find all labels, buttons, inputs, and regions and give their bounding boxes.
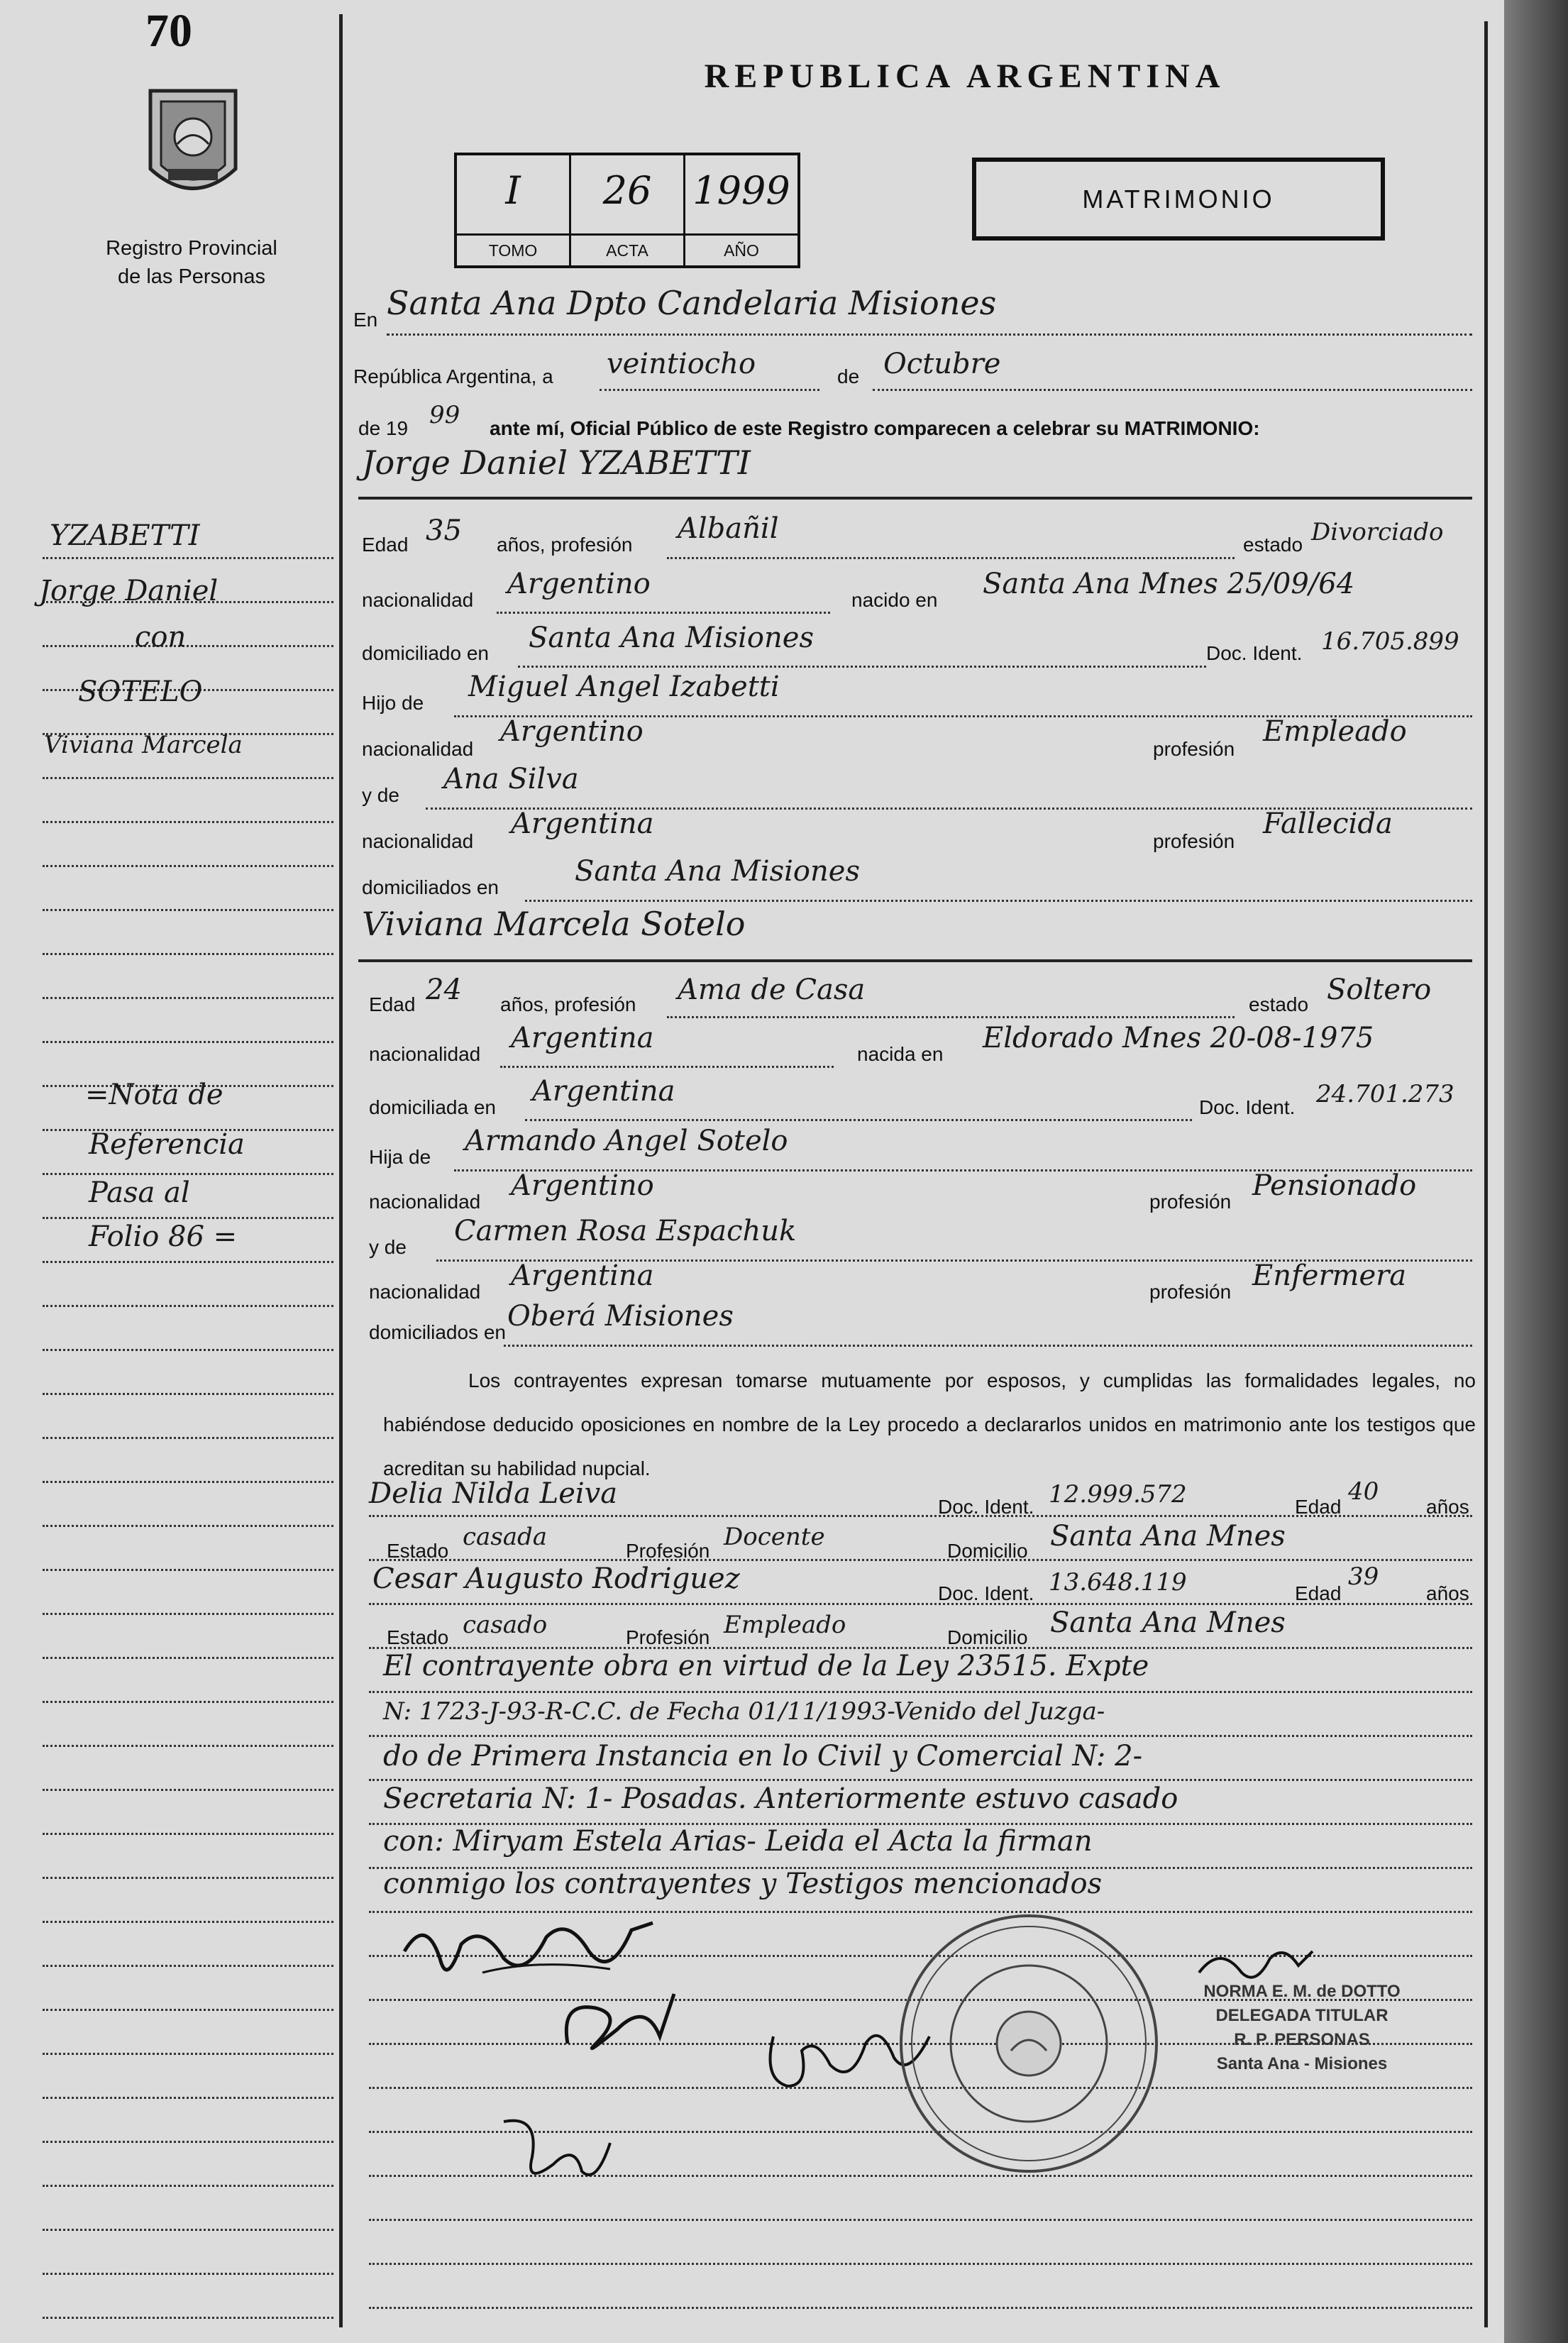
label-bride-father-prof: profesión: [1149, 1191, 1232, 1213]
witness-1-age: 40: [1348, 1477, 1379, 1506]
anio-value: 1999: [692, 168, 790, 213]
witness-2-status: casado: [463, 1611, 548, 1639]
margin-rule-line: [43, 1173, 333, 1175]
margin-rule-line: [43, 1965, 333, 1967]
bride-age: 24: [426, 974, 462, 1006]
label-de: de: [837, 365, 860, 387]
margin-ref-4: Folio 86 =: [89, 1220, 238, 1253]
margin-rule-line: [43, 2273, 333, 2275]
second-witness-signature: [497, 2100, 624, 2193]
label-y-de: y de: [362, 784, 399, 806]
body-rule-line: [369, 2263, 1472, 2265]
label-bride-nacionalidad: nacionalidad: [369, 1043, 481, 1065]
margin-ref-2: Referencia: [89, 1128, 245, 1161]
label-bride-estado: estado: [1249, 993, 1309, 1015]
body-rule-line: [369, 1691, 1472, 1693]
groom-profession: Albañil: [678, 512, 779, 545]
groom-status: Divorciado: [1311, 518, 1444, 546]
label-bride-doc: Doc. Ident.: [1199, 1096, 1296, 1118]
month-value: Octubre: [883, 348, 1001, 380]
label-groom-parents-dom: domiciliados en: [362, 876, 499, 898]
witness-2-profession: Empleado: [724, 1611, 846, 1639]
margin-rule-line: [43, 2009, 333, 2011]
body-rule-line: [369, 2307, 1472, 2309]
margin-rule-line: [43, 865, 333, 867]
witness-1-status: casada: [463, 1523, 548, 1551]
note-line-1: El contrayente obra en virtud de la Ley 23515. Expte: [383, 1650, 1149, 1682]
line-place: [387, 333, 1472, 336]
margin-rule-line: [43, 1217, 333, 1219]
margin-rule-line: [43, 821, 333, 823]
groom-father-profession: Empleado: [1263, 715, 1407, 748]
groom-age: 35: [426, 514, 462, 547]
label-de-19: de 19: [358, 417, 409, 439]
witness-1-domicile: Santa Ana Mnes: [1050, 1520, 1286, 1553]
label-w1-estado: Estado: [387, 1540, 449, 1562]
margin-rule-line: [43, 2053, 333, 2055]
margin-rule-line: [43, 2317, 333, 2319]
margin-rule-line: [43, 1569, 333, 1571]
anio-label: AÑO: [685, 233, 797, 265]
acta-label: ACTA: [571, 233, 683, 265]
margin-rule-line: [43, 909, 333, 911]
margin-rule-line: [43, 2141, 333, 2143]
label-mother-nac: nacionalidad: [362, 830, 474, 852]
margin-name-3: con: [135, 621, 187, 654]
label-bride-father-nac: nacionalidad: [369, 1191, 481, 1213]
line-bride-parents-dom: [504, 1345, 1472, 1347]
label-bride-y-de: y de: [369, 1236, 407, 1258]
groom-parents-domicile: Santa Ana Misiones: [575, 855, 860, 888]
label-bride-profesion: años, profesión: [500, 993, 636, 1015]
margin-rule-line: [43, 1525, 333, 1527]
record-type-box: MATRIMONIO: [972, 158, 1385, 241]
label-bride-edad: Edad: [369, 993, 416, 1015]
label-w2-profesion: Profesión: [626, 1626, 710, 1648]
groom-father: Miguel Angel Izabetti: [468, 671, 780, 703]
witness-2-name: Cesar Augusto Rodriguez: [372, 1562, 740, 1595]
margin-rule-line: [43, 1349, 333, 1351]
bride-birth: Eldorado Mnes 20-08-1975: [983, 1022, 1374, 1054]
note-line-5: con: Miryam Estela Arias- Leida el Acta la firman: [383, 1825, 1093, 1858]
line-day: [600, 389, 819, 391]
groom-birth: Santa Ana Mnes 25/09/64: [983, 568, 1355, 600]
margin-name-1: YZABETTI: [50, 519, 200, 552]
groom-name-line: [358, 497, 1472, 500]
groom-mother-profession: Fallecida: [1263, 807, 1393, 840]
margin-rule-line: [43, 1613, 333, 1615]
official-stamp-line-3: R. P. PERSONAS: [1234, 2030, 1370, 2049]
line-bride-profession: [667, 1016, 1235, 1018]
label-w1-anos: años: [1426, 1496, 1469, 1518]
label-bride-mother-nac: nacionalidad: [369, 1281, 481, 1303]
bride-name-line: [358, 959, 1472, 962]
groom-father-nationality: Argentino: [500, 715, 644, 748]
tomo-value: I: [505, 168, 521, 213]
official-stamp: [1167, 1980, 1437, 2076]
label-mother-prof: profesión: [1153, 830, 1235, 852]
margin-ref-1: =Nota de: [85, 1079, 223, 1111]
label-w1-domicilio: Domicilio: [947, 1540, 1028, 1562]
bride-father-profession: Pensionado: [1252, 1169, 1417, 1202]
label-groom-doc: Doc. Ident.: [1206, 642, 1303, 664]
groom-mother-nationality: Argentina: [511, 807, 654, 840]
margin-rule: [339, 14, 343, 2327]
declaration-paragraph: [383, 1359, 1476, 1491]
note-line-2: N: 1723-J-93-R-C.C. de Fecha 01/11/1993-Venido del Juzga-: [383, 1697, 1105, 1726]
label-w2-anos: años: [1426, 1582, 1469, 1604]
body-rule-line: [369, 1647, 1472, 1649]
label-groom-nacionalidad: nacionalidad: [362, 589, 474, 611]
witness-2-domicile: Santa Ana Mnes: [1050, 1606, 1286, 1639]
body-rule-line: [369, 1603, 1472, 1605]
label-groom-profesion: años, profesión: [497, 534, 633, 556]
margin-rule-line: [43, 2229, 333, 2231]
margin-rule-line: [43, 557, 333, 559]
folio-number: 70: [145, 5, 192, 57]
right-rule: [1484, 21, 1488, 2327]
bride-profession: Ama de Casa: [678, 974, 866, 1006]
label-father-prof: profesión: [1153, 738, 1235, 760]
margin-rule-line: [43, 1701, 333, 1703]
witness-2-doc: 13.648.119: [1049, 1568, 1187, 1597]
body-rule-line: [369, 1735, 1472, 1737]
registry-name: [85, 234, 298, 291]
bride-doc: 24.701.273: [1316, 1080, 1454, 1108]
line-groom-parents-dom: [525, 900, 1472, 902]
label-republica: República Argentina, a: [353, 365, 553, 387]
place-value: Santa Ana Dpto Candelaria Misiones: [387, 284, 997, 322]
groom-domicile: Santa Ana Misiones: [529, 622, 814, 654]
body-rule-line: [369, 1823, 1472, 1825]
margin-rule-line: [43, 1745, 333, 1747]
margin-name-2: Jorge Daniel: [39, 575, 219, 607]
label-w1-edad: Edad: [1295, 1496, 1342, 1518]
line-groom-dom: [518, 666, 1206, 668]
note-line-4: Secretaria N: 1- Posadas. Anteriormente estuvo casado: [383, 1782, 1178, 1815]
margin-rule-line: [43, 1305, 333, 1307]
line-month: [873, 389, 1472, 391]
registry-line-1: Registro Provincial: [106, 237, 277, 260]
label-nacida-en: nacida en: [857, 1043, 944, 1065]
registration-box: [454, 153, 800, 268]
tomo-cell: [457, 155, 571, 265]
margin-rule-line: [43, 1657, 333, 1659]
registry-line-2: de las Personas: [118, 265, 265, 288]
margin-name-5: Viviana Marcela: [44, 731, 243, 759]
label-groom-estado: estado: [1243, 534, 1303, 556]
acta-cell: [571, 155, 685, 265]
bride-mother-nationality: Argentina: [511, 1259, 654, 1292]
margin-rule-line: [43, 1833, 333, 1835]
margin-rule-line: [43, 953, 333, 955]
bride-status: Soltero: [1327, 974, 1432, 1006]
label-bride-parents-dom: domiciliados en: [369, 1321, 506, 1343]
official-seal-icon: [894, 1909, 1164, 2178]
label-w2-edad: Edad: [1295, 1582, 1342, 1604]
margin-rule-line: [43, 777, 333, 779]
body-rule-line: [369, 1867, 1472, 1869]
label-hija-de: Hija de: [369, 1146, 431, 1168]
line-bride-nat: [500, 1066, 834, 1068]
bride-father-nationality: Argentino: [511, 1169, 654, 1202]
declaration-text: Los contrayentes expresan tomarse mutuamente por esposos, y cumplidas las formalidades legales, no habiéndose deducido oposiciones en nombre de la Ley procedo a declararlos unidos en matrimonio ante los testigos que acreditan su habilidad nupcial.: [383, 1369, 1476, 1479]
margin-ref-3: Pasa al: [89, 1176, 190, 1209]
groom-name: Jorge Daniel YZABETTI: [362, 443, 751, 482]
body-rule-line: [369, 1559, 1472, 1561]
margin-rule-line: [43, 645, 333, 647]
witness-2-age: 39: [1348, 1562, 1379, 1591]
margin-rule-line: [43, 997, 333, 999]
margin-rule-line: [43, 1041, 333, 1043]
label-ante-mi: ante mí, Oficial Público de este Registro comparecen a celebrar su MATRIMONIO:: [490, 417, 1260, 439]
line-bride-dom: [525, 1119, 1192, 1121]
page-edge: [1504, 0, 1568, 2343]
bride-mother: Carmen Rosa Espachuk: [454, 1215, 797, 1247]
anio-cell: [685, 155, 797, 265]
bride-signature: [553, 1980, 681, 2072]
groom-doc: 16.705.899: [1321, 627, 1459, 656]
groom-nationality: Argentino: [507, 568, 651, 600]
label-bride-mother-prof: profesión: [1149, 1281, 1232, 1303]
note-line-6: conmigo los contrayentes y Testigos mencionados: [383, 1868, 1103, 1900]
witness-1-profession: Docente: [724, 1523, 825, 1551]
witness-1-doc: 12.999.572: [1049, 1480, 1187, 1509]
label-w2-domicilio: Domicilio: [947, 1626, 1028, 1648]
official-stamp-line-2: DELEGADA TITULAR: [1215, 2006, 1388, 2025]
country-heading: REPUBLICA ARGENTINA: [704, 57, 1226, 95]
label-bride-domiciliada: domiciliada en: [369, 1096, 496, 1118]
label-w2-estado: Estado: [387, 1626, 449, 1648]
margin-rule-line: [43, 1261, 333, 1263]
bride-father: Armando Angel Sotelo: [465, 1125, 788, 1157]
note-line-3: do de Primera Instancia en lo Civil y Comercial N: 2-: [383, 1740, 1143, 1773]
label-hijo-de: Hijo de: [362, 692, 424, 714]
label-groom-edad: Edad: [362, 534, 409, 556]
label-w2-doc: Doc. Ident.: [938, 1582, 1034, 1604]
acta-value: 26: [602, 168, 652, 213]
margin-name-4: SOTELO: [78, 676, 203, 708]
day-value: veintiocho: [607, 348, 756, 380]
body-rule-line: [369, 1779, 1472, 1781]
margin-rule-line: [43, 1877, 333, 1879]
label-nacido-en: nacido en: [851, 589, 938, 611]
province-crest-icon: [136, 84, 250, 211]
label-en: En: [353, 309, 378, 331]
official-stamp-line-4: Santa Ana - Misiones: [1216, 2054, 1388, 2073]
official-stamp-line-1: NORMA E. M. de DOTTO: [1203, 1982, 1401, 2001]
line-groom-nat: [497, 612, 830, 614]
line-groom-profession: [667, 557, 1235, 559]
label-w1-profesion: Profesión: [626, 1540, 710, 1562]
body-rule-line: [369, 2219, 1472, 2221]
bride-mother-profession: Enfermera: [1252, 1259, 1407, 1292]
margin-rule-line: [43, 1789, 333, 1791]
margin-rule-line: [43, 1481, 333, 1483]
margin-rule-line: [43, 1437, 333, 1439]
groom-mother: Ana Silva: [443, 763, 579, 795]
tomo-label: TOMO: [457, 233, 569, 265]
bride-parents-domicile: Oberá Misiones: [507, 1300, 734, 1333]
year-value: 99: [429, 401, 460, 429]
bride-nationality: Argentina: [511, 1022, 654, 1054]
bride-domicile: Argentina: [532, 1075, 675, 1108]
margin-rule-line: [43, 1393, 333, 1395]
margin-rule-line: [43, 1921, 333, 1923]
witness-1-name: Delia Nilda Leiva: [369, 1477, 618, 1510]
bride-name: Viviana Marcela Sotelo: [362, 905, 746, 943]
label-w1-doc: Doc. Ident.: [938, 1496, 1034, 1518]
margin-rule-line: [43, 2185, 333, 2187]
margin-rule-line: [43, 2097, 333, 2099]
body-rule-line: [369, 1515, 1472, 1517]
label-father-nac: nacionalidad: [362, 738, 474, 760]
label-groom-domiciliado: domiciliado en: [362, 642, 489, 664]
